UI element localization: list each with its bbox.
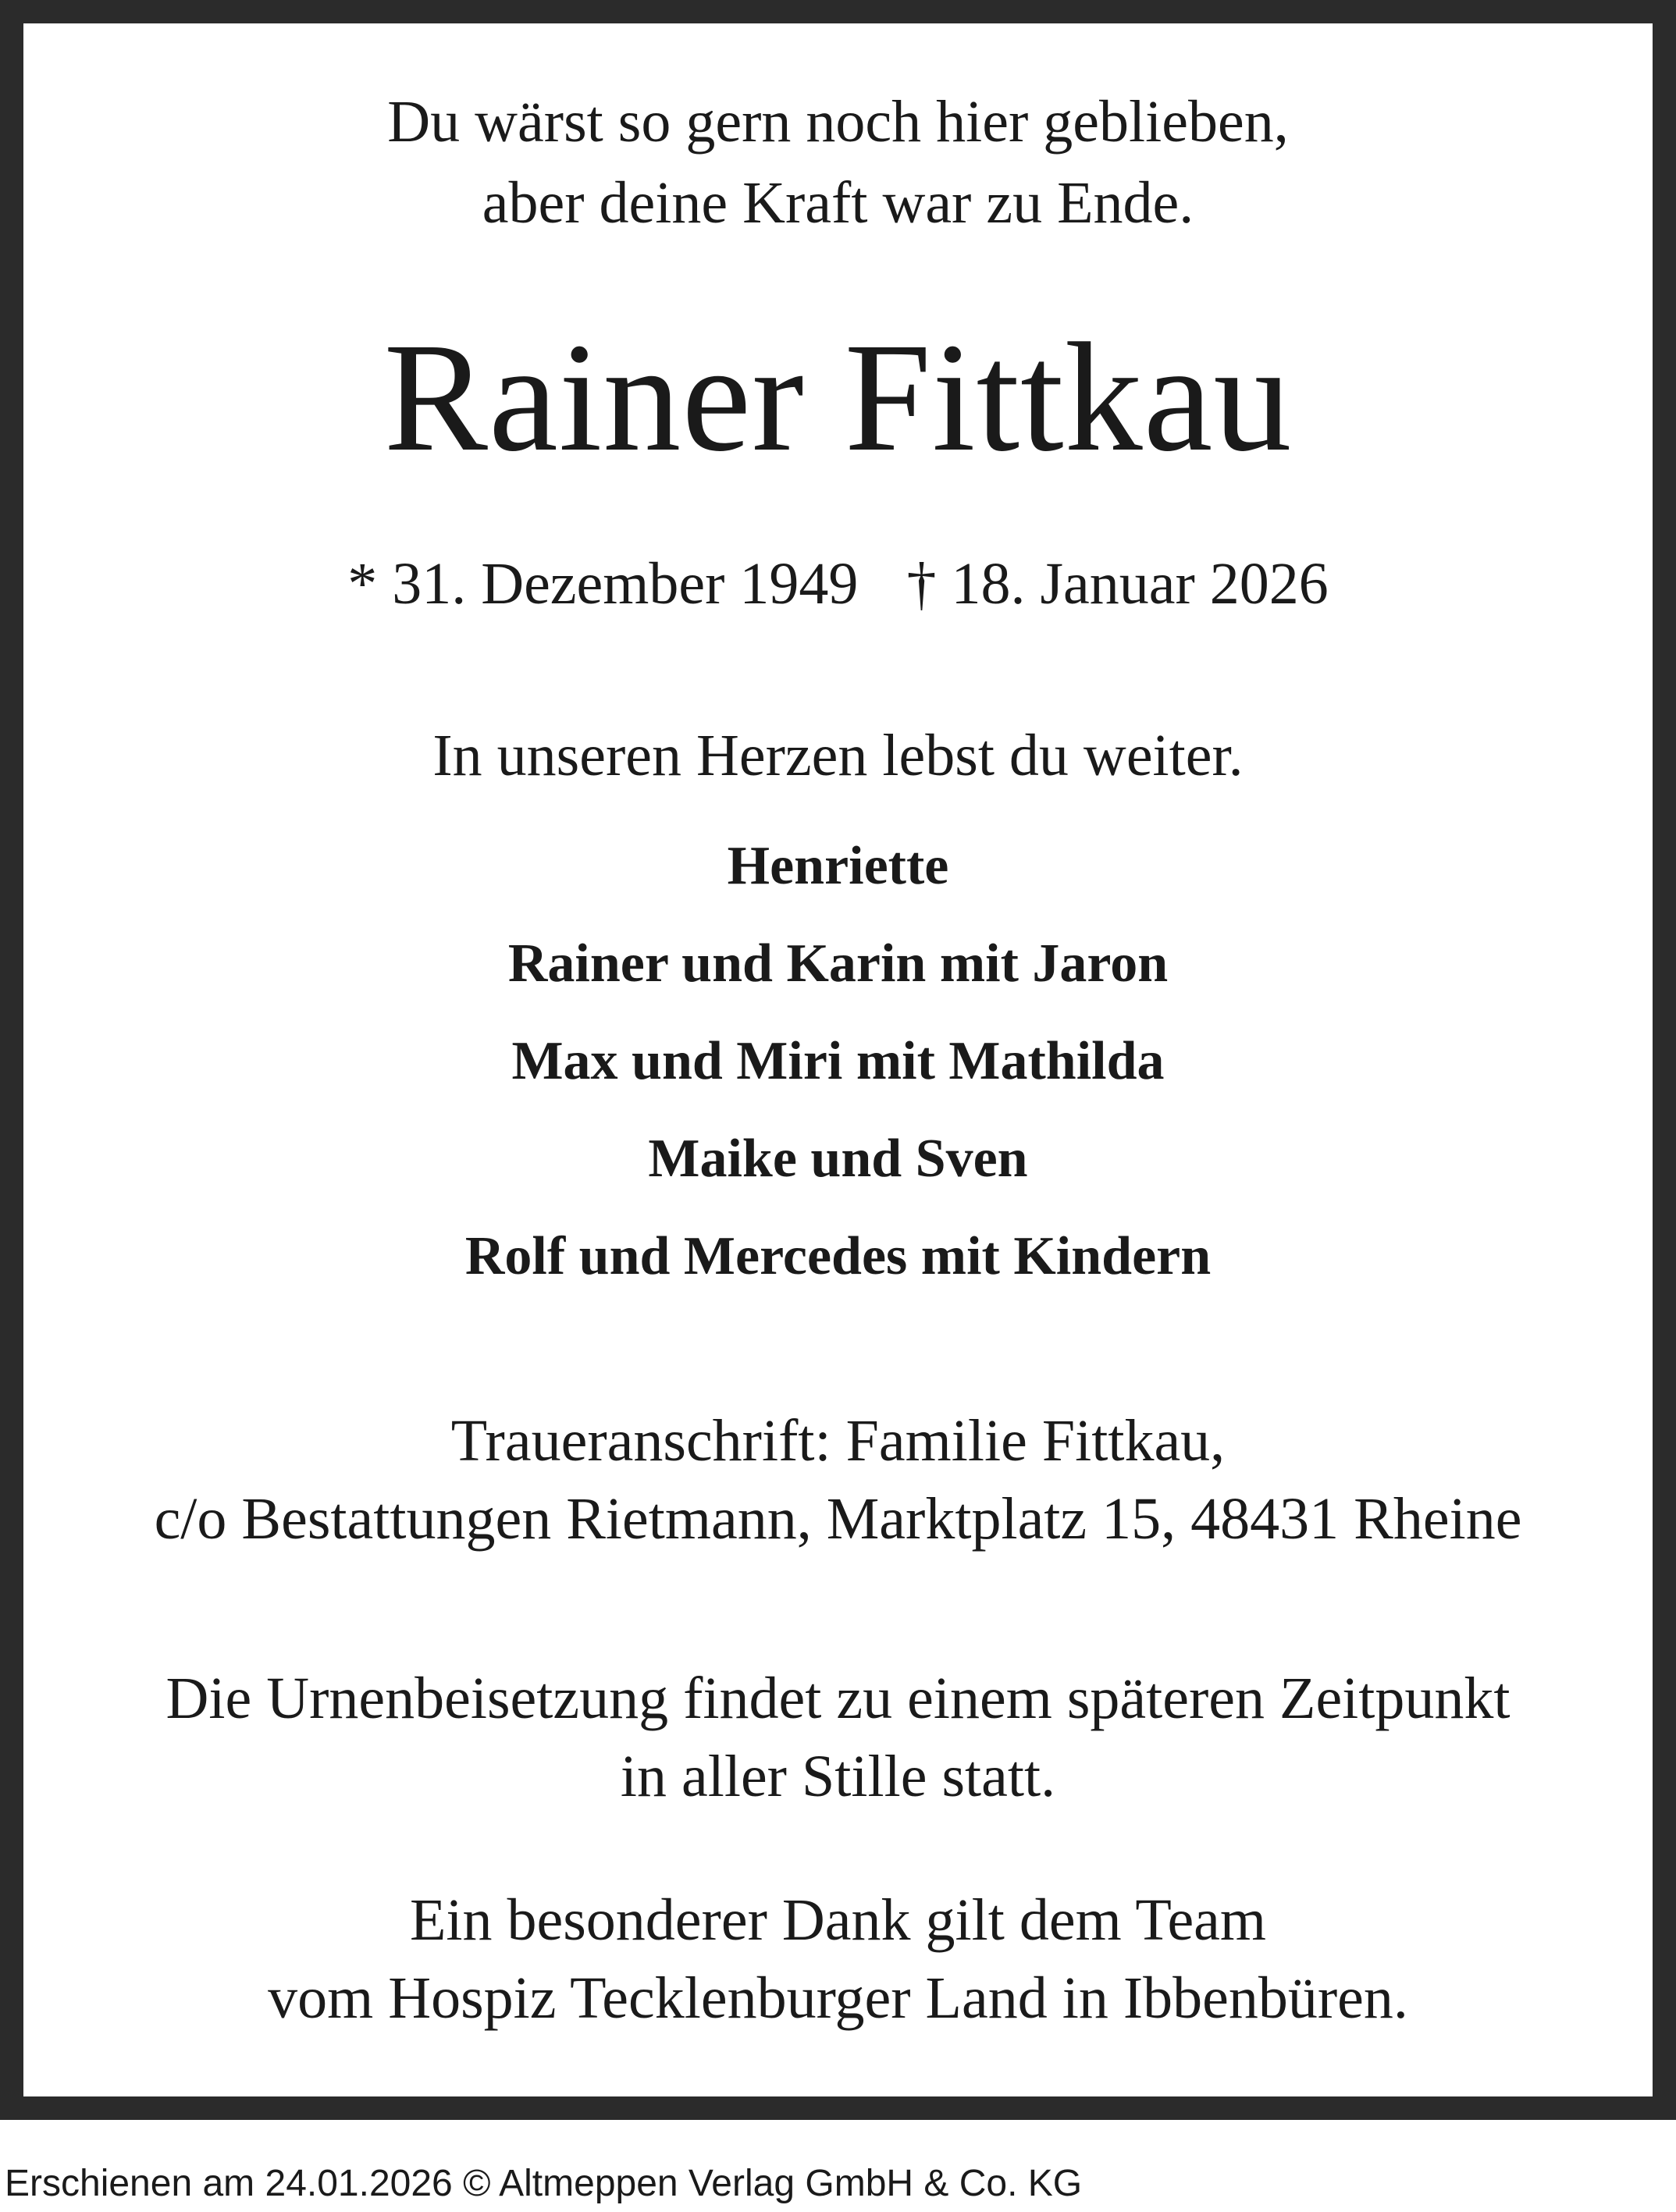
mourner-line-4: Maike und Sven bbox=[648, 1129, 1028, 1189]
mourner-line-3: Max und Miri mit Mathilda bbox=[511, 1031, 1165, 1091]
mourner-line-1: Henriette bbox=[727, 836, 949, 896]
address-line-1: Traueranschrift: Familie Fittkau, bbox=[450, 1408, 1226, 1474]
thanks-line-2: vom Hospiz Tecklenburger Land in Ibbenbüren. bbox=[268, 1965, 1408, 2031]
burial-note-line-1: Die Urnenbeisetzung findet zu einem späteren Zeitpunkt bbox=[165, 1666, 1511, 1731]
verse-line-2: aber deine Kraft war zu Ende. bbox=[482, 170, 1194, 236]
death-date: † 18. Januar 2026 bbox=[906, 551, 1329, 617]
thanks-line-1: Ein besonderer Dank gilt dem Team bbox=[409, 1887, 1267, 1953]
mourner-line-5: Rolf und Mercedes mit Kindern bbox=[464, 1226, 1212, 1286]
life-dates bbox=[23, 551, 1653, 617]
birth-date: * 31. Dezember 1949 bbox=[347, 551, 859, 617]
deceased-name: Rainer Fittkau bbox=[383, 311, 1293, 484]
closing-line: In unseren Herzen lebst du weiter. bbox=[432, 723, 1244, 788]
verse-line-1: Du wärst so gern noch hier geblieben, bbox=[387, 89, 1289, 155]
burial-note-line-2: in aller Stille statt. bbox=[620, 1744, 1056, 1809]
mourner-line-2: Rainer und Karin mit Jaron bbox=[507, 934, 1169, 994]
address-line-2: c/o Bestattungen Rietmann, Marktplatz 15, 48431 Rheine bbox=[154, 1486, 1522, 1552]
publication-footer: Erschienen am 24.01.2026 © Altmeppen Verlag GmbH & Co. KG bbox=[5, 2163, 1083, 2204]
